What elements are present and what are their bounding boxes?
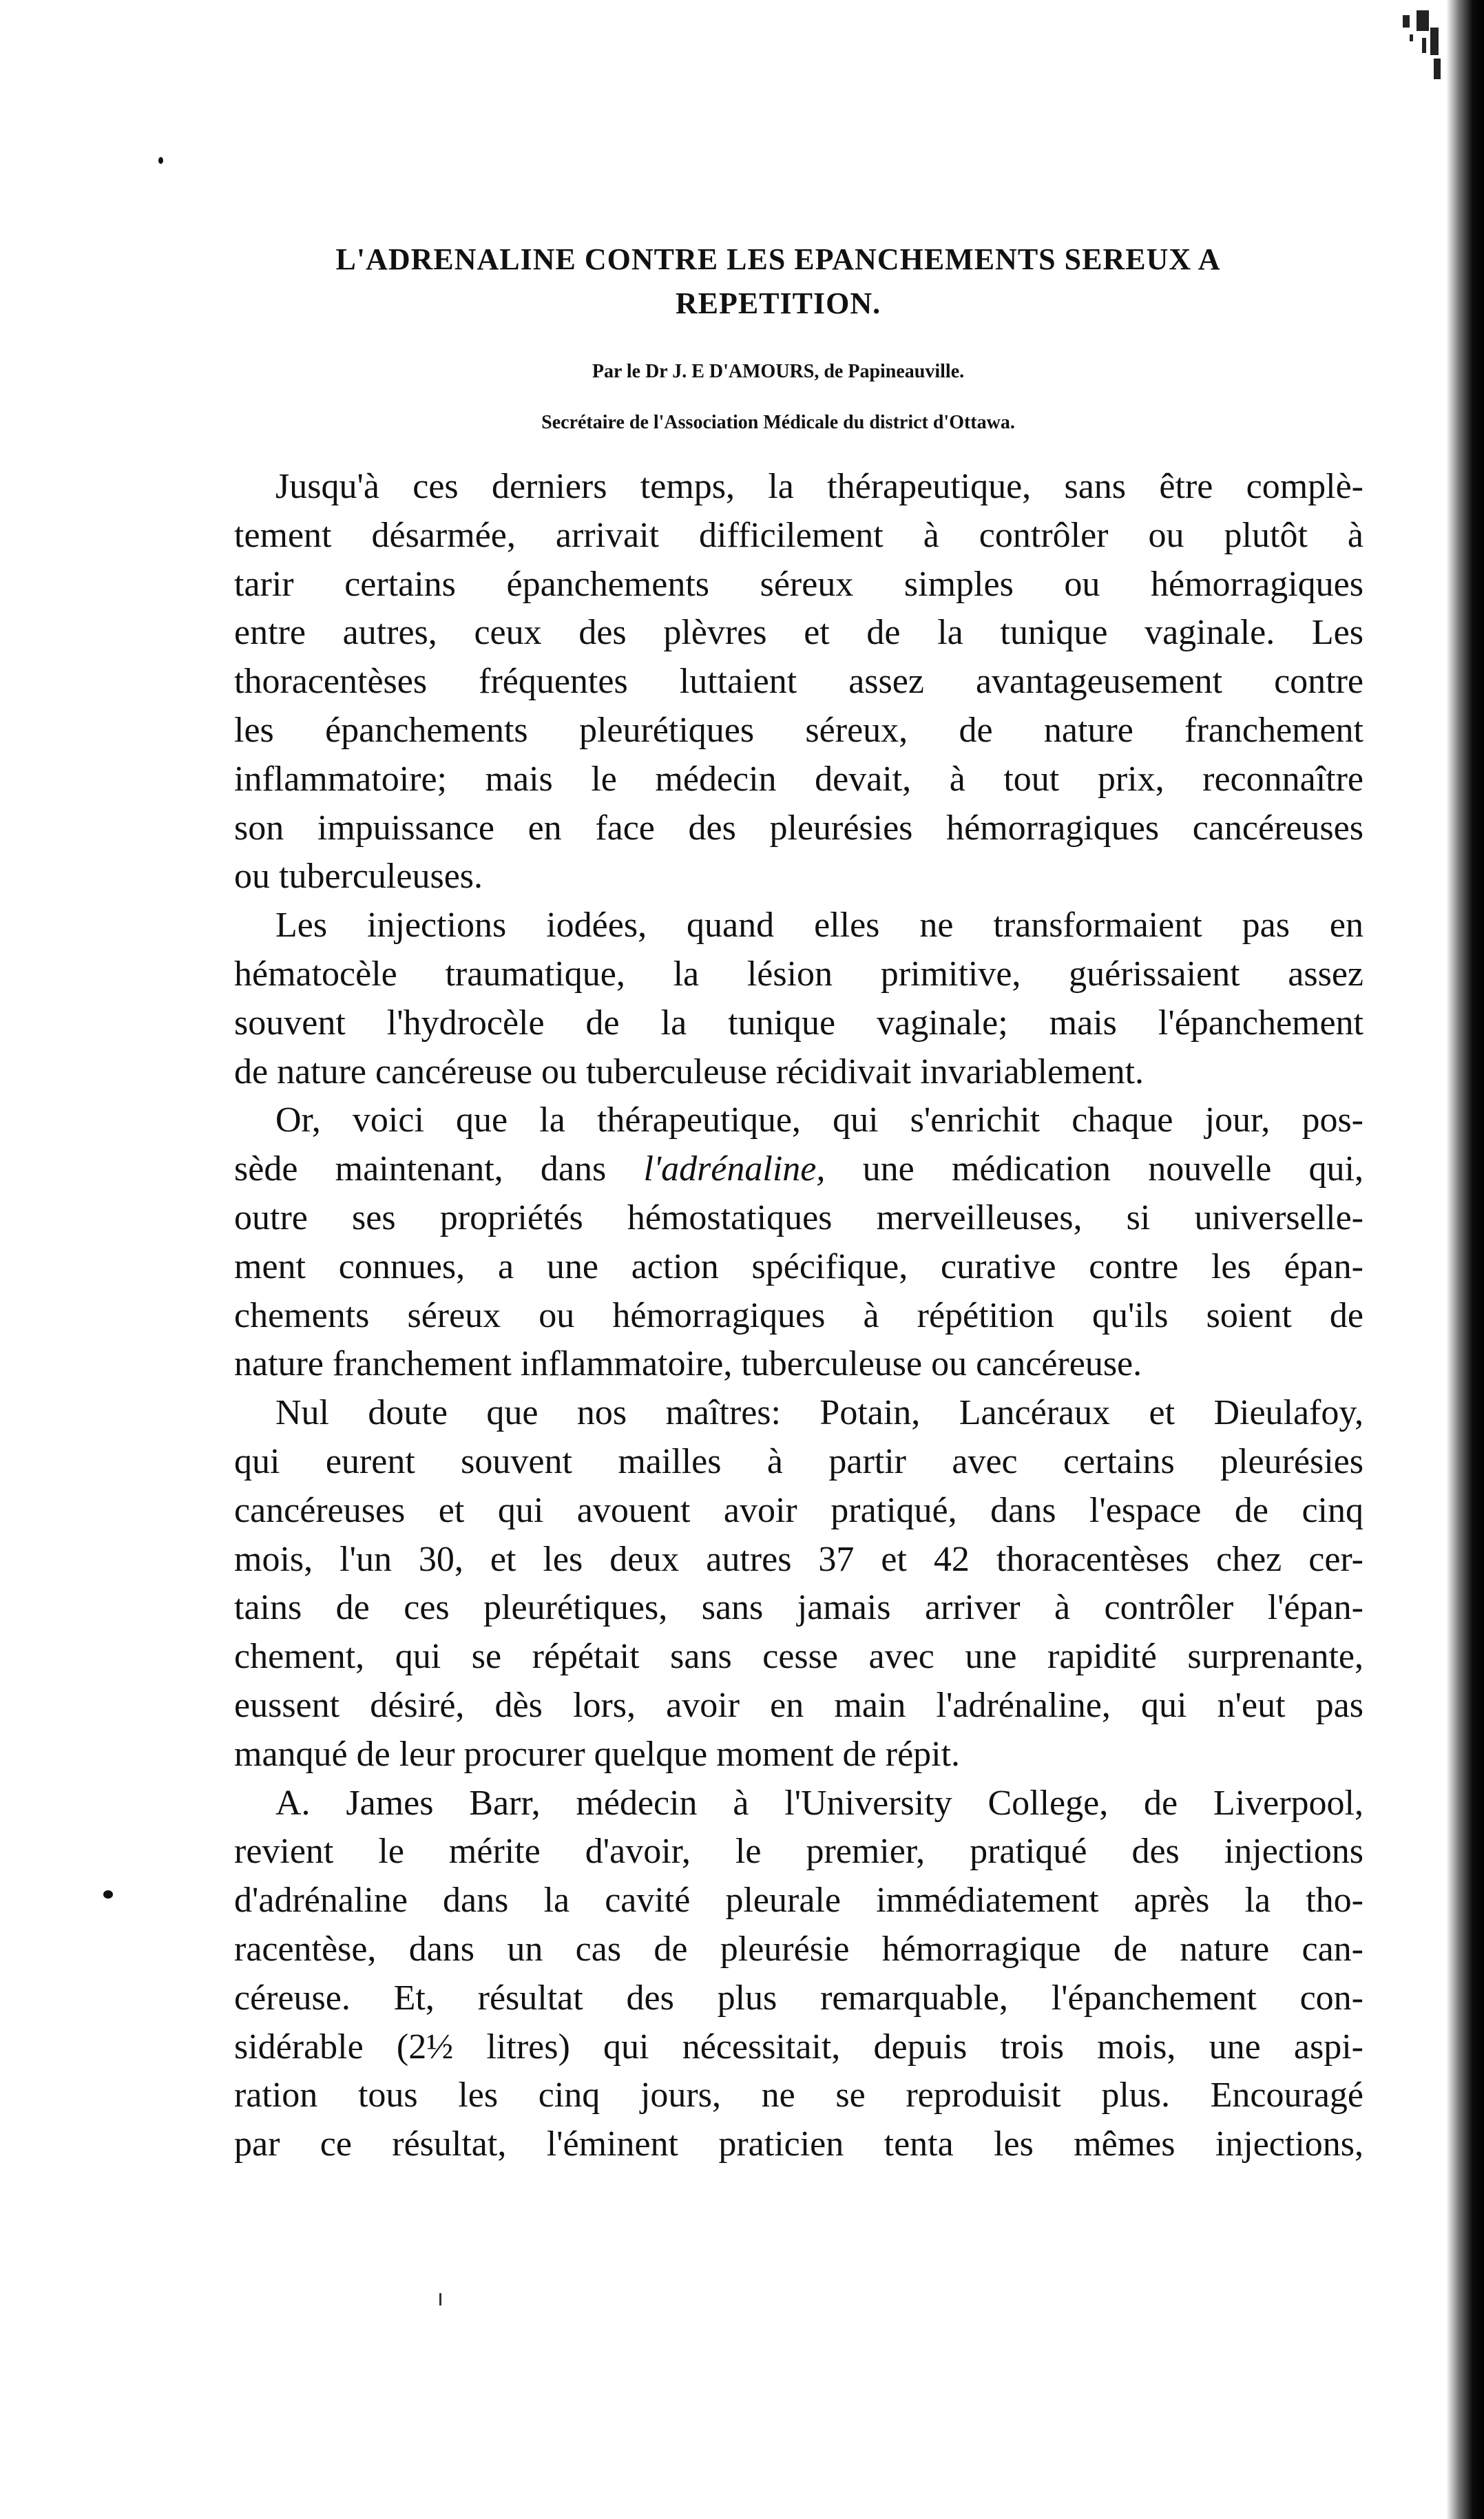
body-line: outre ses propriétés hémostatiques merveilleuses, si universelle- (234, 1198, 1363, 1237)
body-line: Les injections iodées, quand elles ne transformaient pas en (275, 906, 1363, 945)
body-line: sède maintenant, dans l'adrénaline, une médication nouvelle qui, (234, 1149, 1363, 1189)
body-line: entre autres, ceux des plèvres et de la tunique vaginale. Les (234, 613, 1363, 653)
body-line: mois, l'un 30, et les deux autres 37 et 42 thoracentèses chez cer- (234, 1539, 1363, 1579)
body-line: Or, voici que la thérapeutique, qui s'enrichit chaque jour, pos- (275, 1100, 1363, 1140)
affiliation-line: Secrétaire de l'Association Médicale du district d'Ottawa. (541, 412, 1015, 433)
body-line: ou tuberculeuses. (234, 857, 483, 897)
body-line: Jusqu'à ces derniers temps, la thérapeutique, sans être complè- (275, 467, 1363, 506)
body-line: revient le mérite d'avoir, le premier, pratiqué des injections (234, 1832, 1363, 1872)
title-line-2: REPETITION. (675, 286, 881, 320)
body-line: ration tous les cinq jours, ne se reproduisit plus. Encouragé (234, 2076, 1363, 2115)
body-line: les épanchements pleurétiques séreux, de nature franchement (234, 710, 1363, 750)
margin-dot-top (158, 157, 163, 164)
scan-edge-specks (1334, 7, 1444, 83)
body-line: tains de ces pleurétiques, sans jamais arriver à contrôler l'épan- (234, 1588, 1363, 1628)
body-line: souvent l'hydrocèle de la tunique vaginale; mais l'épanchement (234, 1003, 1363, 1043)
article-body (234, 463, 1363, 2169)
author-line: Par le Dr J. E D'AMOURS, de Papineauville. (592, 361, 965, 382)
title-line-1: L'ADRENALINE CONTRE LES EPANCHEMENTS SEREUX A (335, 242, 1221, 276)
body-line: hématocèle traumatique, la lésion primitive, guérissaient assez (234, 954, 1363, 994)
body-line: de nature cancéreuse ou tuberculeuse récidivait invariablement. (234, 1052, 1145, 1091)
body-line: chement, qui se répétait sans cesse avec une rapidité surprenante, (234, 1637, 1363, 1677)
body-line: tarir certains épanchements séreux simples ou hémorragiques (234, 564, 1363, 604)
margin-tick-bottom (439, 2293, 441, 2306)
body-line: céreuse. Et, résultat des plus remarquable, l'épanchement con- (234, 1978, 1363, 2018)
body-line: racentèse, dans un cas de pleurésie hémorragique de nature can- (234, 1929, 1363, 1969)
body-line: thoracentèses fréquentes luttaient assez avantageusement contre (234, 662, 1363, 702)
margin-dot-left (103, 1890, 113, 1899)
body-line: d'adrénaline dans la cavité pleurale immédiatement après la tho- (234, 1881, 1363, 1921)
scan-edge-shadow (1446, 0, 1484, 2519)
body-line: Nul doute que nos maîtres: Potain, Lancéraux et Dieulafoy, (275, 1393, 1363, 1433)
body-line: cancéreuses et qui avouent avoir pratiqué, dans l'espace de cinq (234, 1490, 1363, 1530)
body-line: ment connues, a une action spécifique, curative contre les épan- (234, 1246, 1363, 1286)
body-line: sidérable (2½ litres) qui nécessitait, depuis trois mois, une aspi- (234, 2027, 1363, 2067)
body-line: son impuissance en face des pleurésies hémorragiques cancéreuses (234, 808, 1363, 848)
italic-term: l'adrénaline, (643, 1149, 826, 1189)
body-line: inflammatoire; mais le médecin devait, à tout prix, reconnaître (234, 759, 1363, 799)
body-line: chements séreux ou hémorragiques à répétition qu'ils soient de (234, 1295, 1363, 1335)
body-line: manqué de leur procurer quelque moment de répit. (234, 1734, 961, 1774)
body-line: par ce résultat, l'éminent praticien tenta les mêmes injections, (234, 2124, 1363, 2164)
article-title (262, 238, 1295, 326)
body-line: A. James Barr, médecin à l'University College, de Liverpool, (275, 1783, 1363, 1823)
body-line: nature franchement inflammatoire, tuberculeuse ou cancéreuse. (234, 1344, 1142, 1384)
body-line: eussent désiré, dès lors, avoir en main l'adrénaline, qui n'eut pas (234, 1685, 1363, 1725)
body-line: qui eurent souvent mailles à partir avec certains pleurésies (234, 1441, 1363, 1481)
body-line: tement désarmée, arrivait difficilement à contrôler ou plutôt à (234, 515, 1363, 555)
